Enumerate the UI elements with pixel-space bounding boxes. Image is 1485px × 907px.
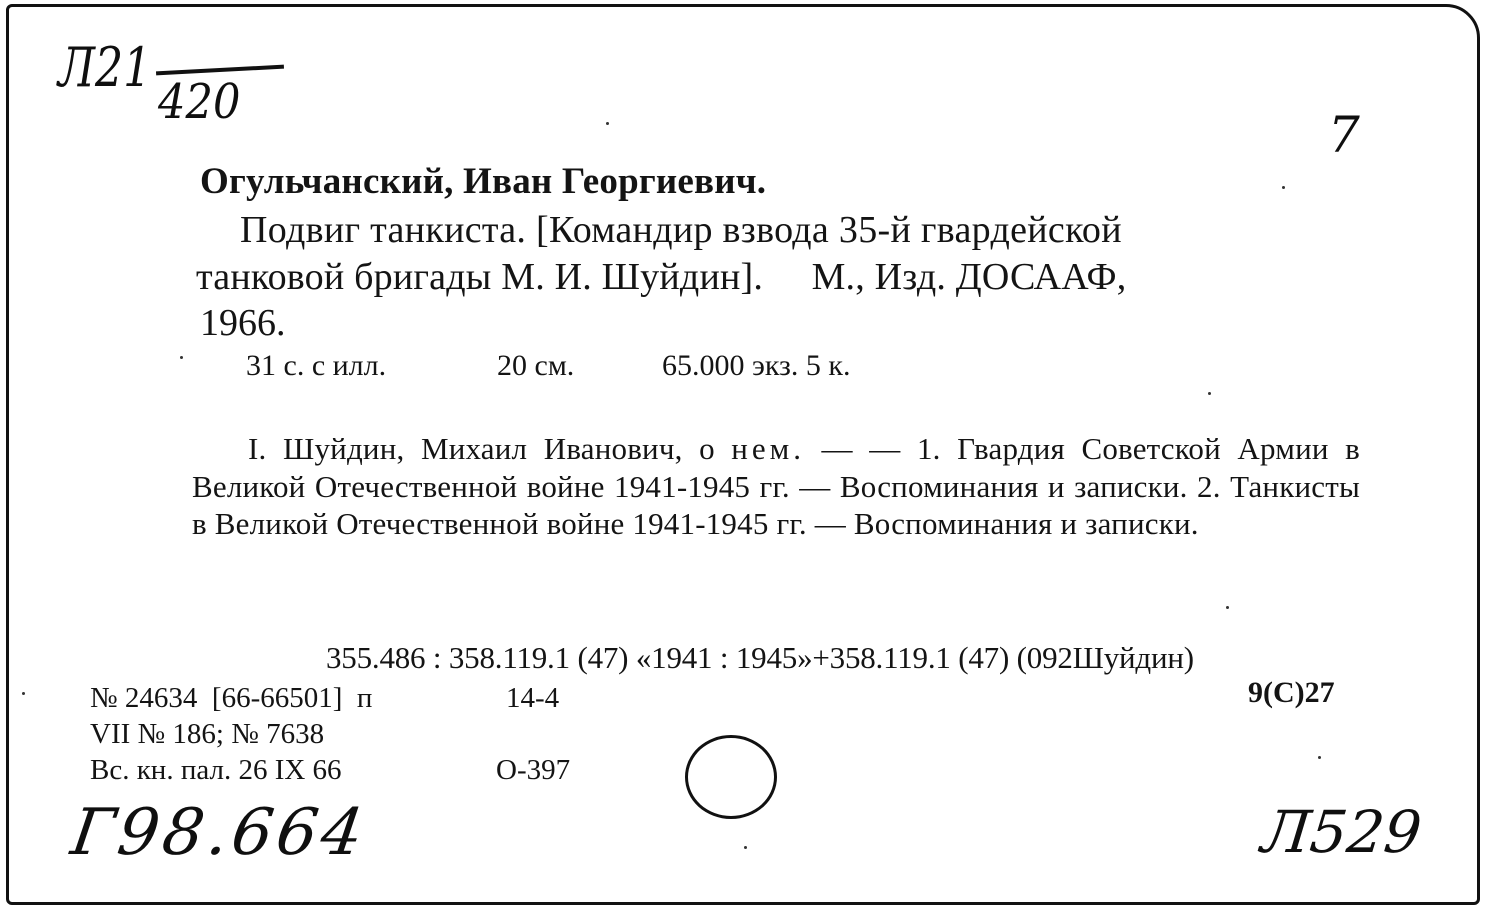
physical-copies-price: 65.000 экз. 5 к. — [662, 349, 851, 382]
print-number-code: 14-4 — [506, 682, 560, 714]
scan-speck — [180, 356, 183, 359]
print-chamber-date: Вс. кн. пал. 26 IX 66 — [90, 754, 342, 786]
circle-stamp — [685, 735, 777, 819]
physical-pages: 31 с. с илл. — [246, 349, 387, 382]
scan-speck — [1226, 606, 1229, 609]
subject-headings — [192, 430, 1360, 543]
subject-rest: — — 1. Гвардия Советской Армии в Великой Отечественной войне 1941-1945 гг. — Воспоминания и записки. 2. Танкисты в Великой Отечественной войне 1941-1945 гг. — Воспоминания и записки. — [192, 431, 1360, 541]
card-number: 7 — [1328, 106, 1360, 164]
shelfmark-numerator: Л21 — [58, 36, 152, 99]
scan-speck — [744, 846, 747, 849]
handwritten-inventory-right: Л529 — [1258, 798, 1425, 866]
print-registry-line: VII № 186; № 7638 — [90, 718, 325, 750]
udc-code: 355.486 : 358.119.1 (47) «1941 : 1945»+358.119.1 (47) (092Шуйдин) — [326, 640, 1194, 675]
print-chamber-code: О-397 — [496, 754, 571, 786]
publication-year: 1966. — [200, 302, 286, 344]
title-line-2: танковой бригады М. И. Шуйдин]. М., Изд. ДОСААФ, — [196, 256, 1127, 298]
shelfmark-denominator: 420 — [158, 74, 241, 130]
subject-ob-nem: нем. — [731, 431, 806, 466]
scan-speck — [1208, 392, 1211, 395]
physical-size: 20 см. — [497, 349, 575, 382]
scan-speck — [1282, 186, 1285, 189]
title-line-1: Подвиг танкиста. [Командир взвода 35-й гвардейской — [240, 209, 1122, 251]
handwritten-inventory-left: Г98.664 — [66, 796, 372, 870]
shelfmark — [58, 36, 288, 146]
scan-speck — [1318, 756, 1321, 759]
author-heading: Огульчанский, Иван Георгиевич. — [200, 161, 767, 202]
scan-speck — [22, 692, 25, 695]
print-number-line: № 24634 [66-66501] п — [90, 682, 373, 714]
scan-speck — [606, 122, 609, 125]
subject-intro: I. Шуйдин, Михаил Иванович, о — [248, 431, 715, 466]
bbk-code: 9(С)27 — [1248, 676, 1335, 709]
